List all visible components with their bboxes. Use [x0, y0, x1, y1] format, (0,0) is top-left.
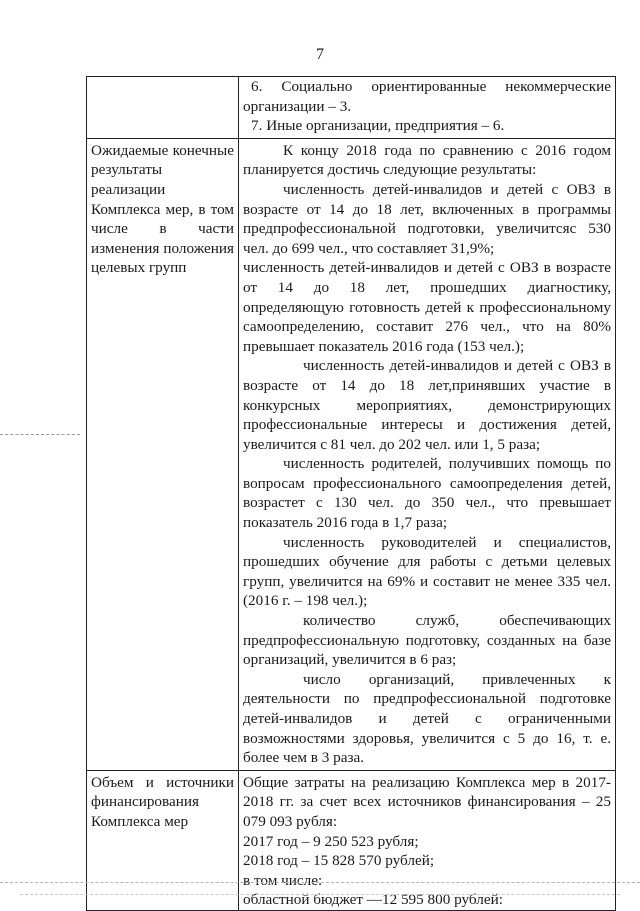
table-row-results [87, 138, 616, 770]
row-label-funding: Объем и источники финансирования Комплекса мер [87, 770, 239, 910]
result-item-5: численность руководителей и специалистов, прошедших обучение для работы с детьми целевых групп, увеличится на 69% и составит не менее 335 чел. (2016 г. – 198 чел.); [243, 533, 611, 610]
row-label-results: Ожидаемые конечные результаты реализации Комплекса мер, в том числе в части изменения положения целевых групп [87, 138, 239, 770]
org-item-6: 6. Социально ориентированные некоммерческие организации – 3. [243, 78, 611, 115]
scan-artifact-bottom-dashes-2 [20, 894, 620, 895]
result-item-2: численность детей-инвалидов и детей с ОВЗ в возрасте от 14 до 18 лет, прошедших диагностику, определяющую готовность детей к профессиональному самоопределению, составит 276 чел., что на 80% превышает показатель 2016 года (153 чел.); [243, 259, 611, 355]
scan-artifact-dashes [0, 434, 80, 435]
result-item-1: численность детей-инвалидов и детей с ОВЗ в возрасте от 14 до 18 лет, включенных в программы предпрофессиональной подготовки, увеличитсяс 530 чел. до 699 чел., что составляет 31,9%; [243, 180, 611, 257]
row-label-empty [87, 77, 239, 139]
scan-artifact-bottom-dashes [0, 882, 640, 883]
funding-2018: 2018 год – 15 828 570 рублей; [243, 852, 435, 870]
result-item-7: число организаций, привлеченных к деятельности по предпрофессиональной подготовке детей-инвалидов и детей с ограниченными возможностями здоровья, увеличится с 5 до 16, т. е. более чем в 3 раза. [243, 670, 611, 767]
funding-total: Общие затраты на реализацию Комплекса мер в 2017-2018 гг. за счет всех источников финансирования – 25 079 093 рубля: [243, 773, 611, 830]
row-value-results [239, 138, 616, 770]
table-row-organizations [87, 77, 616, 139]
funding-including: в том числе: [243, 871, 323, 889]
page-number: 7 [316, 46, 324, 63]
passport-table [86, 76, 616, 911]
row-value-funding [239, 770, 616, 910]
org-item-7: 7. Иные организации, предприятия – 6. [251, 117, 505, 135]
row-value-organizations [239, 77, 616, 139]
funding-regional-budget: областной бюджет —12 595 800 рублей: [243, 891, 503, 909]
funding-2017: 2017 год – 9 250 523 рубля; [243, 832, 419, 850]
table-row-funding [87, 770, 616, 910]
result-item-6: количество служб, обеспечивающих предпрофессиональную подготовку, созданных на базе организаций, увеличится в 6 раз; [243, 612, 611, 669]
result-item-3: численность детей-инвалидов и детей с ОВЗ в возрасте от 14 до 18 лет,принявших участие в конкурсных мероприятиях, демонстрирующих профессиональные интересы и достижения детей, увеличится с 81 чел. до 202 чел. или 1, 5 раза; [243, 357, 611, 453]
results-intro: К концу 2018 года по сравнению с 2016 годом планируется достичь следующие результаты: [243, 141, 611, 179]
result-item-4: численность родителей, получивших помощь по вопросам профессионального самоопределения детей, возрастет с 130 чел. до 350 чел., что превышает показатель 2016 года в 1,7 раза; [243, 455, 611, 532]
